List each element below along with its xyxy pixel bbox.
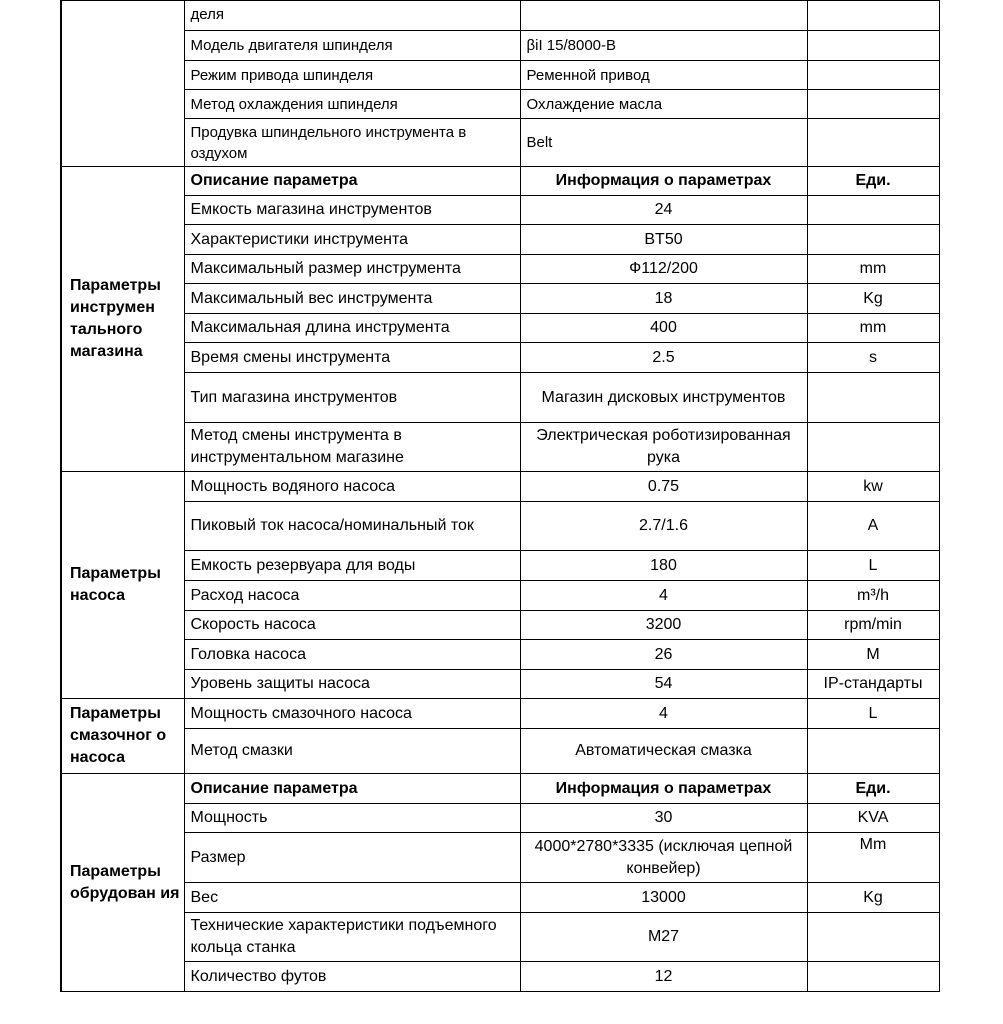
param-unit: L [807,551,939,581]
param-name: Характеристики инструмента [184,225,520,255]
param-name: Режим привода шпинделя [184,61,520,90]
param-name: Модель двигателя шпинделя [184,31,520,61]
param-value: 3200 [520,611,807,640]
param-name: Максимальная длина инструмента [184,314,520,343]
param-value: BT50 [520,225,807,255]
param-name: Тип магазина инструментов [184,373,520,423]
param-value: 54 [520,670,807,699]
param-unit [807,423,939,472]
table-header-row [61,774,939,804]
header-param: Описание параметра [184,167,520,196]
param-value: βiI 15/8000-B [520,31,807,61]
param-name: Скорость насоса [184,611,520,640]
param-value: 400 [520,314,807,343]
section-title-pump: Параметры насоса [61,472,184,699]
param-unit [807,61,939,90]
param-value: 2.5 [520,343,807,373]
param-unit: mm [807,255,939,284]
param-name: Размер [184,833,520,883]
table-row [61,284,939,314]
param-value: 12 [520,962,807,992]
table-row [61,551,939,581]
table-row [61,90,939,119]
table-row [61,883,939,913]
table-row [61,61,939,90]
table-row [61,1,939,31]
param-value: 30 [520,804,807,833]
param-name: Метод смены инструмента в инструментальном магазине [184,423,520,472]
table-row [61,611,939,640]
param-unit: KVA [807,804,939,833]
section-spindle [61,1,184,167]
header-param: Описание параметра [184,774,520,804]
table-row [61,699,939,729]
table-row [61,640,939,670]
param-name: Уровень защиты насоса [184,670,520,699]
param-name: деля [184,1,520,31]
param-name: Мощность смазочного насоса [184,699,520,729]
param-value: 4 [520,581,807,611]
param-unit: Kg [807,284,939,314]
param-unit [807,196,939,225]
header-info: Информация о параметрах [520,167,807,196]
param-unit: rpm/min [807,611,939,640]
param-value: Магазин дисковых инструментов [520,373,807,423]
param-value: Ф112/200 [520,255,807,284]
table-row [61,343,939,373]
param-value [520,1,807,31]
param-unit [807,729,939,774]
param-unit: kw [807,472,939,502]
param-unit [807,119,939,167]
param-unit: m³/h [807,581,939,611]
param-unit: L [807,699,939,729]
param-value: Автоматическая смазка [520,729,807,774]
param-value: Электрическая роботизированная рука [520,423,807,472]
table-row [61,913,939,962]
header-info: Информация о параметрах [520,774,807,804]
param-name: Емкость резервуара для воды [184,551,520,581]
param-name: Продувка шпиндельного инструмента в оздухом [184,119,520,167]
param-unit [807,31,939,61]
param-name: Мощность [184,804,520,833]
param-unit: Mm [807,833,939,883]
param-value: Охлаждение масла [520,90,807,119]
param-name: Вес [184,883,520,913]
param-value: 0.75 [520,472,807,502]
table-row [61,833,939,883]
param-unit: mm [807,314,939,343]
header-unit: Еди. [807,167,939,196]
table-row [61,670,939,699]
param-unit: A [807,502,939,551]
header-unit: Еди. [807,774,939,804]
param-unit: M [807,640,939,670]
param-value: 180 [520,551,807,581]
table-row [61,196,939,225]
param-value: 18 [520,284,807,314]
table-row [61,31,939,61]
table-row [61,581,939,611]
param-name: Метод охлаждения шпинделя [184,90,520,119]
spec-table [60,0,940,992]
param-value: 26 [520,640,807,670]
param-value: 24 [520,196,807,225]
section-title-lube: Параметры смазочног о насоса [61,699,184,774]
param-name: Пиковый ток насоса/номинальный ток [184,502,520,551]
table-row [61,314,939,343]
table-row [61,373,939,423]
param-value: 13000 [520,883,807,913]
table-header-row [61,167,939,196]
param-value: 4000*2780*3335 (исключая цепной конвейер) [520,833,807,883]
table-row [61,804,939,833]
param-name: Количество футов [184,962,520,992]
table-row [61,119,939,167]
param-unit [807,1,939,31]
param-unit: IP-стандарты [807,670,939,699]
table-row [61,423,939,472]
param-name: Емкость магазина инструментов [184,196,520,225]
param-unit [807,962,939,992]
param-name: Максимальный размер инструмента [184,255,520,284]
param-name: Время смены инструмента [184,343,520,373]
param-name: Расход насоса [184,581,520,611]
section-title-magazine: Параметры инструмен тального магазина [61,167,184,472]
table-row [61,255,939,284]
param-value: 4 [520,699,807,729]
param-unit [807,913,939,962]
table-row [61,472,939,502]
param-unit: s [807,343,939,373]
table-row [61,502,939,551]
param-value: M27 [520,913,807,962]
param-name: Головка насоса [184,640,520,670]
param-value: 2.7/1.6 [520,502,807,551]
section-title-equipment: Параметры обрудован ия [61,774,184,992]
param-name: Технические характеристики подъемного кольца станка [184,913,520,962]
param-name: Максимальный вес инструмента [184,284,520,314]
param-unit [807,225,939,255]
table-row [61,225,939,255]
param-value: Belt [520,119,807,167]
param-value: Ременной привод [520,61,807,90]
param-name: Метод смазки [184,729,520,774]
table-row [61,962,939,992]
param-unit [807,90,939,119]
param-name: Мощность водяного насоса [184,472,520,502]
table-row [61,729,939,774]
param-unit [807,373,939,423]
param-unit: Kg [807,883,939,913]
